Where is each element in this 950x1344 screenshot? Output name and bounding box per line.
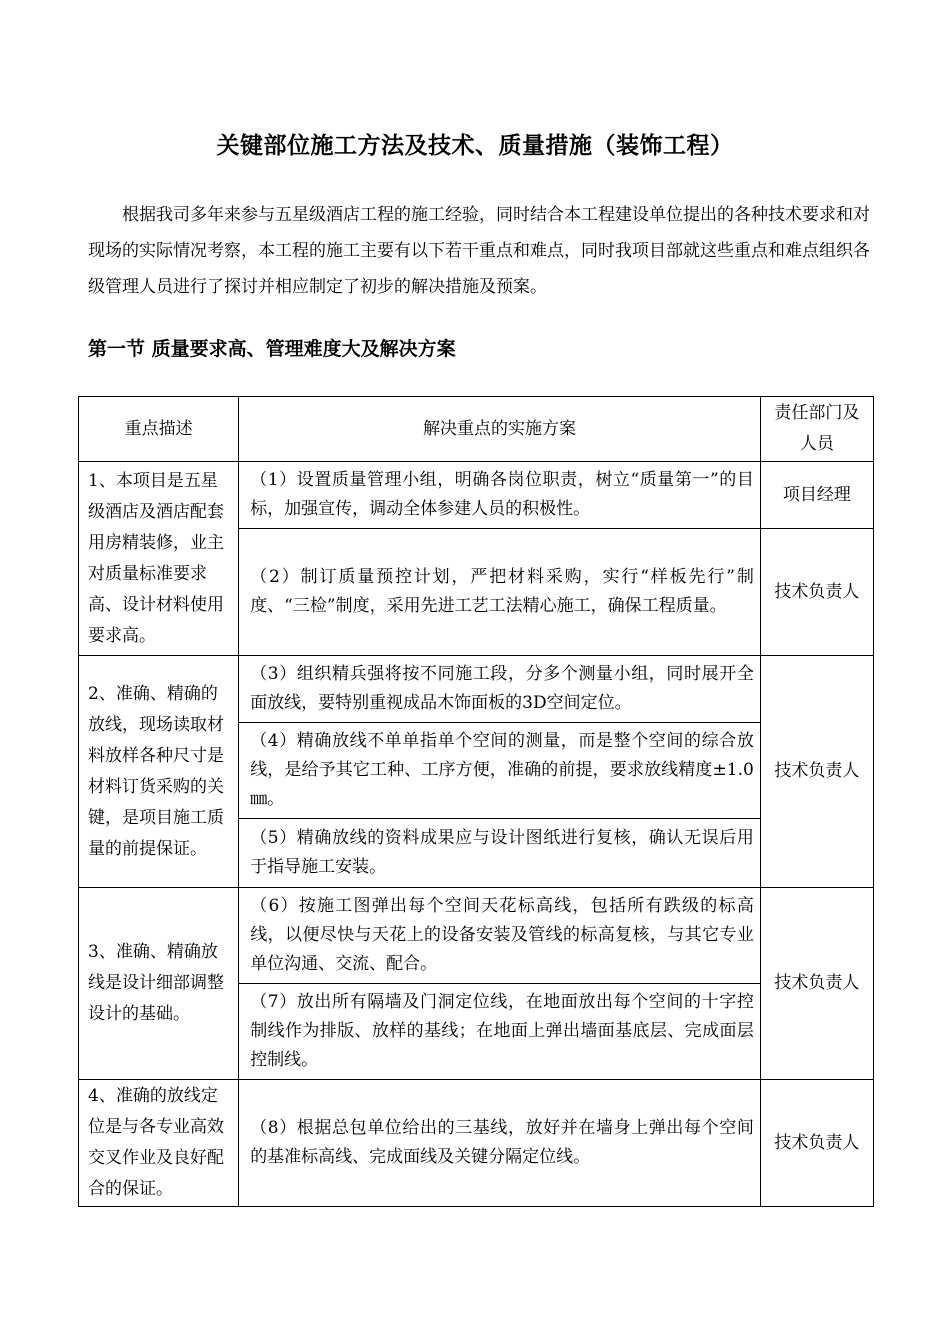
solution-cell: （6）按施工图弹出每个空间天花标高线，包括所有跌级的标高线，以便尽快与天花上的设备安装及管线的标高复核，与其它专业单位沟通、交流、配合。 — [239, 888, 761, 984]
section-heading: 第一节 质量要求高、管理难度大及解决方案 — [88, 338, 456, 360]
solution-cell: （7）放出所有隔墙及门洞定位线，在地面放出每个空间的十字控制线作为排版、放样的基线；在地面上弹出墙面基底层、完成面层控制线。 — [239, 984, 761, 1080]
table-row — [79, 462, 874, 529]
responsible-cell: 技术负责人 — [760, 1080, 873, 1207]
solution-cell: （4）精确放线不单单指单个空间的测量，而是整个空间的综合放线，是给予其它工种、工序方便，准确的前提，要求放线精度±1.0㎜。 — [239, 723, 761, 819]
table-header-row — [79, 397, 874, 462]
responsible-cell: 项目经理 — [760, 462, 873, 529]
solution-cell: （8）根据总包单位给出的三基线，放好并在墙身上弹出每个空间的基准标高线、完成面线及关键分隔定位线。 — [239, 1080, 761, 1207]
key-point-cell: 3、准确、精确放线是设计细部调整设计的基础。 — [79, 888, 239, 1080]
responsible-cell: 技术负责人 — [760, 656, 873, 888]
table-row — [79, 888, 874, 984]
solution-cell: （5）精确放线的资料成果应与设计图纸进行复核，确认无误后用于指导施工安装。 — [239, 819, 761, 888]
header-responsible: 责任部门及人员 — [760, 397, 873, 462]
solution-cell: （1）设置质量管理小组，明确各岗位职责，树立“质量第一”的目标，加强宣传，调动全体参建人员的积极性。 — [239, 462, 761, 529]
key-point-cell: 2、准确、精确的放线，现场读取材料放样各种尺寸是材料订货采购的关键，是项目施工质量的前提保证。 — [79, 656, 239, 888]
quality-measures-table — [78, 396, 874, 1207]
header-key-point: 重点描述 — [79, 397, 239, 462]
table-row — [79, 1080, 874, 1207]
table-row — [79, 656, 874, 723]
solution-cell: （3）组织精兵强将按不同施工段，分多个测量小组，同时展开全面放线，要特别重视成品木饰面板的3D空间定位。 — [239, 656, 761, 723]
intro-paragraph: 根据我司多年来参与五星级酒店工程的施工经验，同时结合本工程建设单位提出的各种技术要求和对现场的实际情况考察，本工程的施工主要有以下若干重点和难点，同时我项目部就这些重点和难点组织各级管理人员进行了探讨并相应制定了初步的解决措施及预案。 — [88, 205, 870, 297]
key-point-cell: 1、本项目是五星级酒店及酒店配套用房精装修，业主对质量标准要求高、设计材料使用要求高。 — [79, 462, 239, 656]
header-solution: 解决重点的实施方案 — [239, 397, 761, 462]
responsible-cell: 技术负责人 — [760, 529, 873, 656]
solution-cell: （2）制订质量预控计划，严把材料采购，实行“样板先行”制度、“三检”制度，采用先进工艺工法精心施工，确保工程质量。 — [239, 529, 761, 656]
document-title: 关键部位施工方法及技术、质量措施（装饰工程） — [216, 132, 734, 159]
responsible-cell: 技术负责人 — [760, 888, 873, 1080]
key-point-cell: 4、准确的放线定位是与各专业高效交叉作业及良好配合的保证。 — [79, 1080, 239, 1207]
